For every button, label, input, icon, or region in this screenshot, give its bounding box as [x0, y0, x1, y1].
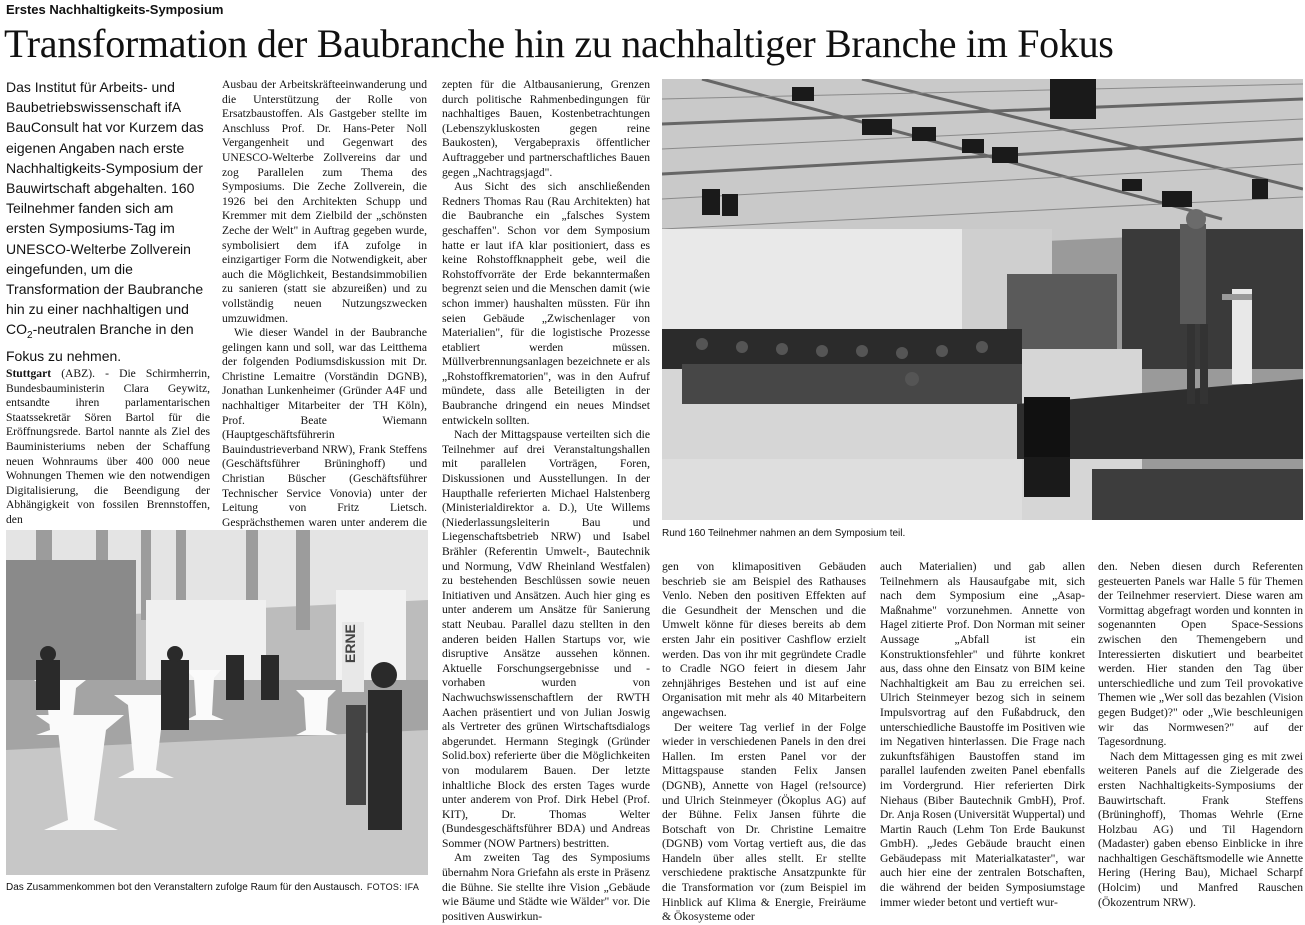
- paragraph-text: - Die Schirmherrin, Bundesbauministerin Clara Geywitz, entsandte ihren parlamentarischen Staatssekretär Sören Bartol für die Eröffnungsrede. Bartol nannte als Ziel des Bauministeriums neben der Schaffung neuen Wohnraums über 400 000 neue Wohnungen Themen wie den notwendigen Digitalisierung, die Beendigung der Abhängigkeit von fossilen Brennstoffen, den: [6, 367, 210, 526]
- hall-photo-caption: Rund 160 Teilnehmer nahmen an dem Symposium teil.: [662, 528, 906, 539]
- article-paragraph: den. Neben diesen durch Referenten gesteuerten Panels war Halle 5 für Themen der Teilnehmer reserviert. Diese waren am Vormittag abgefragt worden und konnten in sogenannten Open Space-Sessions zwischen den Themengebern und Interessierten diskutiert und bearbeitet werden. Hier standen den Tag über unterschiedliche und zum Teil provokative Themen wie „Wer soll das bezahlen (Vision gegen Budget)?" oder „Wie beschleunigen wir das Normwesen?" auf der Tagesordnung.: [1098, 560, 1303, 749]
- event-hall-photo: [662, 79, 1303, 520]
- erne-banner-text: ERNE: [342, 624, 358, 663]
- hall-illustration: [662, 79, 1303, 520]
- article-paragraph: Ausbau der Arbeitskräfteeinwanderung und die Unterstützung der Rolle von Ersatzbaustoffen. Als Gastgeber stellte im Anschluss Prof. Dr. Hans-Peter Noll Vergangenheit und Gegenwart des UNESCO-Welterbe Zollvereins dar und zog Parallelen zum Thema des Symposiums. Die Zeche Zollverein, die 1926 bei den Architekten Schupp und Kremmer mit dem Zielbild der „schönsten Zeche der Welt" in Auftrag gegeben wurde, symbolisiert dem ifA zufolge in einzigartiger Form die Notwendigkeit, aber auch die Möglichkeit, Bestandsimmobilien zu sanieren (statt sie abzureißen) und zu vollständig neuen Nutzungszwecken umzuwidmen.: [222, 78, 427, 325]
- article-column-2: [222, 78, 427, 560]
- article-column-4: [662, 560, 866, 925]
- foyer-illustration: [6, 530, 428, 875]
- article-paragraph: gen von klimapositiven Gebäuden beschrieb sie am Beispiel des Rathauses Venlo. Neben den positiven Effekten auf die Gesundheit der Menschen und die Umwelt könne für dieses bereits ab dem ersten Jahr ein positiver Cashflow erzielt werden. Das von ihr mit gegründete Cradle to Cradle NGO feiert in diesem Jahr zehnjähriges Bestehen und ist auf eine Organisation mit mehr als 40 Mitarbeitern angewachsen.: [662, 560, 866, 719]
- article-paragraph: Aus Sicht des sich anschließenden Redners Thomas Rau (Rau Architekten) hat die Baubranche ein „falsches System geschaffen". Schon vor dem Symposium hatte er laut ifA klar positioniert, dass es keine Rohstoffknappheit gebe, weil die Rohstoffvorräte der Erde bekanntermaßen begrenzt seien und die Menschen damit (wie schon immer) haushalten müssten. Für ihn seien Gebäude „Zwischenlager von Materialien", für die logistische Prozesse etabliert werden müssen. Müllverbrennungsanlagen bezeichnete er als „Rohstoffkrematorien", was in den Aufruf mündete, dass alle Beteiligten in der Baubranche dringend ein neues Mindset entwickeln sollten.: [442, 180, 650, 427]
- article-paragraph: Nach der Mittagspause verteilten sich die Teilnehmer auf drei Veranstaltungshallen mit parallelen Vorträgen, Foren, Diskussionen und Ausstellungen. In der Haupthalle referierten Michael Halstenberg (Ministerialdirektor a. D.), Ute Willems (Niederlassungsleiterin Bau und Liegenschaftsbetrieb NRW) und Isabel Brähler (Referentin Umwelt-, Bautechnik und Normung, VdW Rheinland Westfalen) zu bestehenden Beschlüssen sowie neuen Initiativen und Ansätzen. Auch hier ging es unter anderem um Ansätze für Sanierung statt Neubau. Parallel dazu stellten in den anderen beiden Hallen Startups vor, wie disruptive Ansätze aussehen können. Aktuelle Forschungsergebnisse und -vorhaben wurden von Nachwuchswissenschaftlern der RWTH Aachen präsentiert und von Julian Joswig als Vertreter des grünen Wirtschaftsdialogs abgerundet. Hermann Stegingk (Gründer Solid.box) referierte über die Möglichkeiten von modularem Bauen. Der letzte inhaltliche Block des ersten Tages wurde unter anderem von Prof. Dirk Hebel (Prof. KIT), Dr. Thomas Welter (Bundesgeschäftsführer BDA) und Andreas Sommer (NOW Partners) bestritten.: [442, 428, 650, 850]
- article-paragraph: [6, 367, 210, 528]
- agency: (ABZ).: [51, 367, 96, 380]
- article-column-1: [6, 367, 210, 528]
- article-paragraph: Der weitere Tag verlief in der Folge wieder in verschiedenen Panels in den drei Hallen. Im ersten Panel vor der Mittagspause standen Felix Jansen (DGNB), Annette von Hagel (re!source) und Ulrich Steinmeyer (Ökoplus AG) auf der Bühne. Felix Jansen führte die Botschaft von Dr. Christine Lemaitre (DGNB) vom Vortag vertieft aus, die das Handeln über alles stellt. Er stellte verschiedene praktische Ansatzpunkte für die Transformation vor (zum Beispiel im Hinblick auf Klima & Energie, Freiräume & Ökosysteme oder: [662, 720, 866, 924]
- photo-credit: FOTOS: IFA: [366, 882, 420, 892]
- article-paragraph: auch Materialien) und gab allen Teilnehmern als Hausaufgabe mit, sich nach dem Symposium eine „Asap-Maßnahme" vorzunehmen. Annette von Hagel zitierte Prof. Don Norman mit seiner Aussage „Abfall ist ein Konstruktionsfehler" und führte konkret aus, dass ohne den Einsatz von BIM keine Nachhaltigkeit am Bau zu erreichen sei. Ulrich Steinmeyer bezog sich in seinem Impulsvortrag auf den Fußabdruck, den unterschiedliche Baustoffe im Positiven wie im Negativen hinterlassen. Die Frage nach zukunftsfähigen Baustoffen stand im parallel laufenden zweiten Panel ebenfalls im Vordergrund. Hier referierten Dirk Niehaus (Biber Bautechnik GmbH), Prof. Dr. Anja Rosen (Universität Wuppertal) und Martin Rauch (Lehm Ton Erde Baukunst GmbH). „Jedes Gebäude braucht einen Gebäudepass mit Materialkataster", war auch hier eine der zentralen Botschaften, die während der beiden Symposiumstage immer wieder betont und vertieft wur-: [880, 560, 1085, 909]
- article-column-5: [880, 560, 1085, 910]
- dateline: Stuttgart: [6, 367, 52, 380]
- article-column-6: [1098, 560, 1303, 910]
- headline: Transformation der Baubranche hin zu nachhaltiger Branche im Fokus: [4, 21, 1114, 66]
- article-paragraph: zepten für die Altbausanierung, Grenzen durch politische Rahmenbedingungen für nachhaltiges Bauen, Kostenbetrachtungen (Lebenszykluskosten gegen reine Baukosten), Vergabepraxis öffentlicher Auftraggeber und partnerschaftliches Bauen gegen „Nachtragsjagd".: [442, 78, 650, 179]
- foyer-photo: [6, 530, 428, 875]
- foyer-photo-caption: [6, 881, 419, 894]
- article-column-3: [442, 78, 650, 924]
- article-paragraph: Wie dieser Wandel in der Baubranche gelingen kann und soll, war das Leitthema der folgenden Podiumsdiskussion mit Dr. Christine Lemaitre (Vorständin DGNB), Jonathan Lunkenheimer (Gründer A4F und nachhaltiger Mitarbeiter der TH Köln), Prof. Beate Wiemann (Hauptgeschäftsführerin Bauindustrieverband NRW), Frank Steffens (Geschäftsführer Brüninghoff) und Christian Büscher (Geschäftsführer Technischer Service Vonovia) unter der Leitung von Fritz Lietsch. Gesprächsthemen waren unter anderem die: [222, 326, 427, 529]
- lead-paragraph: [6, 77, 211, 367]
- article-paragraph: Nach dem Mittagessen ging es mit zwei weiteren Panels auf die Zielgerade des ersten Nachhaltigkeits-Symposiums der Bauwirtschaft. Frank Steffens (Brüninghoff), Thomas Wehrle (Erne Holzbau AG) und Til Hagendorn (Madaster) gaben ebenso Einblicke in ihre nachhaltigen Geschäftsmodelle wie Annette Hering (Hering Bau), Michael Scharpf (Holcim) und Manfred Rauschen (Ökozentrum NRW).: [1098, 749, 1303, 909]
- lead-text-end: -neutralen Branche in den Fokus zu nehmen.: [6, 321, 194, 365]
- section-kicker: Erstes Nachhaltigkeits-Symposium: [6, 2, 224, 17]
- lead-text: Das Institut für Arbeits- und Baubetriebswissenschaft ifA BauConsult hat vor Kurzem das eigenen Angaben nach erste Nachhaltigkeits-Symposium der Bauwirtschaft abgehalten. 160 Teilnehmer fanden sich am ersten Symposiums-Tag im UNESCO-Welterbe Zollverein eingefunden, um die Transformation der Baubranche hin zu einer nachhaltigen und CO: [6, 79, 204, 338]
- article-paragraph: Am zweiten Tag des Symposiums übernahm Nora Griefahn als erste in Präsenz die Bühne. Sie stellte ihre Vision „Gebäude wie Bäume und Städte wie Wälder" vor. Die positiven Auswirkun-: [442, 851, 650, 923]
- foyer-caption-text: Das Zusammenkommen bot den Veranstaltern zufolge Raum für den Austausch.: [6, 882, 363, 893]
- lead-subscript: 2: [27, 330, 33, 342]
